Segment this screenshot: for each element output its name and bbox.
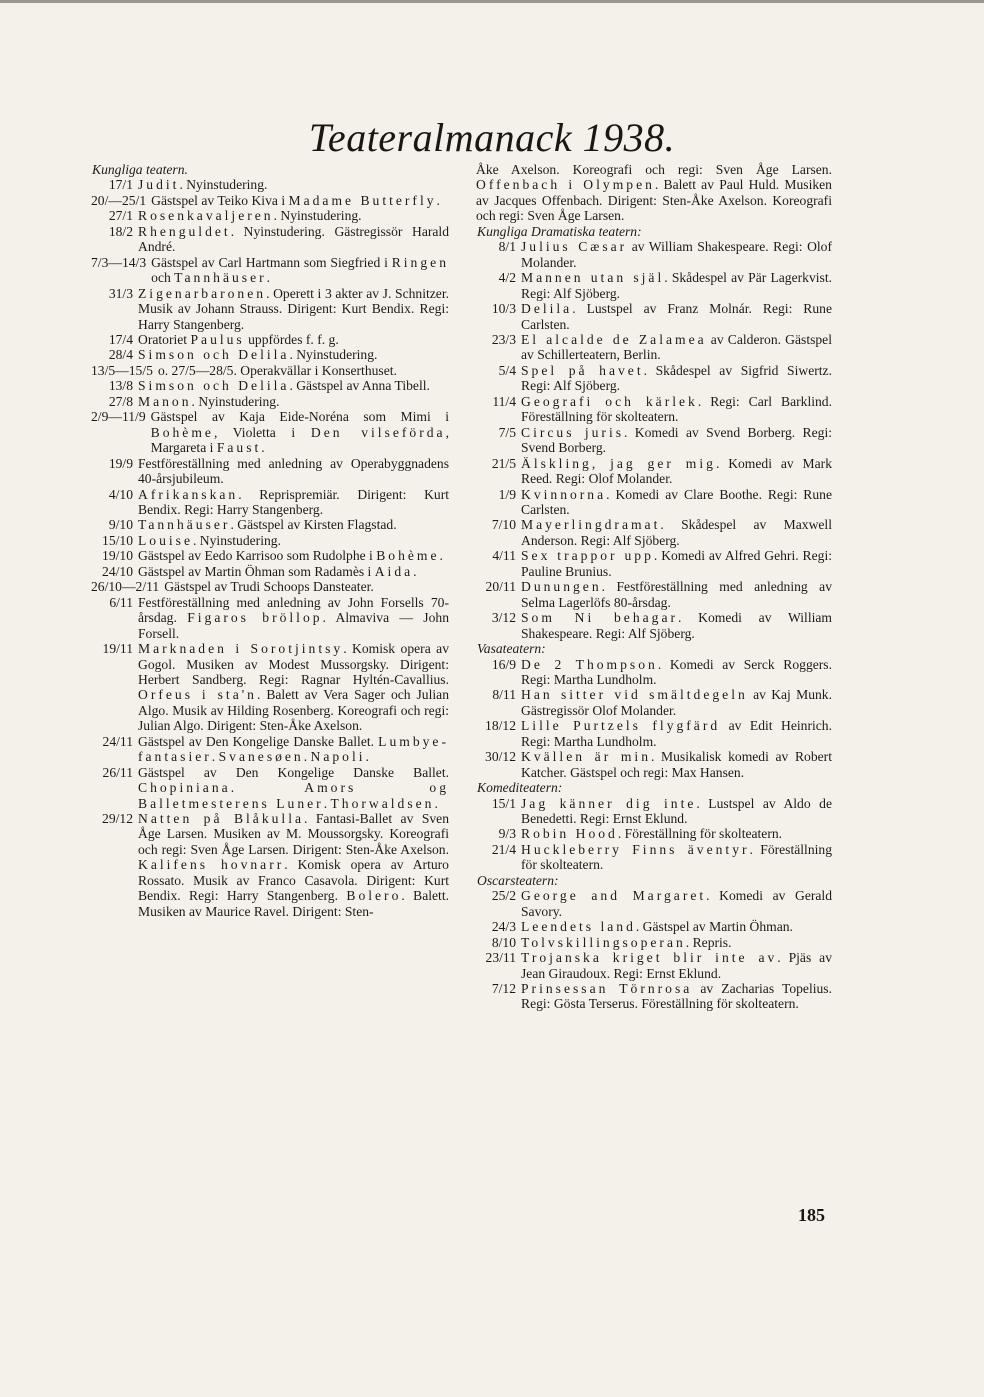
entry-text xyxy=(521,425,832,456)
entry-text xyxy=(521,981,832,1012)
entry-text xyxy=(138,378,449,393)
entry-date: 2/9—11/9 xyxy=(91,409,146,425)
production-title: Rosenkavaljeren xyxy=(138,208,274,224)
entry-detail: . Operett i 3 akter av J. Schnitzer. Musik av Johann Strauss. Dirigent: Kurt Bendix. Regi: Harry Stangenberg. xyxy=(138,285,449,332)
entry-date: 21/4 xyxy=(491,841,516,857)
production-title: Manon xyxy=(138,393,192,409)
calendar-entry xyxy=(476,888,832,919)
entry-date: 3/12 xyxy=(491,610,516,626)
entry-date: 10/3 xyxy=(491,301,516,317)
entry-detail: . Föreställning för skolteatern. xyxy=(617,826,783,842)
entry-detail: . Balett av Paul Huld. Musiken av Jacques Offenbach. Dirigent: Sten-Åke Axelson. Koreografi och regi: Sven Åge Larsen. xyxy=(476,177,832,224)
entry-detail: . xyxy=(230,780,305,796)
top-rule xyxy=(0,0,984,3)
entry-detail: . Almaviva — John Forsell. xyxy=(138,610,449,641)
entry-date: 4/11 xyxy=(492,548,516,564)
entry-detail: . Repris. xyxy=(685,934,732,950)
entry-date: 23/11 xyxy=(485,950,516,966)
entry-detail: Gästspel av Carl Hartmann som Siegfried i xyxy=(151,254,392,270)
entry-text xyxy=(521,919,832,934)
entry-detail: . Fantasi-Ballet av Sven Åge Larsen. Musiken av M. Moussorgsky. Koreografi och regi: Sven Åge Larsen. Dirigent: Sten-Åke Axelson. xyxy=(138,811,450,857)
entry-date: 7/3—14/3 xyxy=(91,254,147,270)
production-title: Mayerlingdramat xyxy=(521,517,661,533)
entry-detail: . Skådespel av Maxwell Anderson. Regi: Alf Sjöberg. xyxy=(521,517,832,548)
entry-date: 18/2 xyxy=(108,223,133,239)
entry-text xyxy=(138,734,449,765)
entry-date: 24/3 xyxy=(491,919,516,935)
entry-date: 19/10 xyxy=(102,548,133,564)
production-title: Trojanska kriget blir inte av xyxy=(521,950,778,966)
entry-detail: . Balett av Vera Sager och Julian Algo. Musik av Hilding Rosenberg. Koreografi och regi: Julian Algo. Dirigent: Sten-Åke Axelson. xyxy=(138,687,449,734)
entry-date: 6/11 xyxy=(109,594,133,610)
entry-date: 29/12 xyxy=(102,811,133,827)
calendar-entry xyxy=(476,301,832,332)
entry-date: 7/12 xyxy=(491,981,516,997)
entry-text xyxy=(138,286,449,332)
entry-detail: . xyxy=(211,749,219,765)
entry-date: 17/1 xyxy=(108,177,133,193)
entry-detail: . Komedi av Gerald Savory. xyxy=(521,888,832,919)
entry-text xyxy=(138,548,449,563)
calendar-entry xyxy=(91,517,449,532)
calendar-entry xyxy=(476,363,832,394)
production-title: Amors og Balletmesterens Luner xyxy=(138,780,450,811)
entry-text xyxy=(138,533,449,548)
entry-date: 20/11 xyxy=(485,579,516,595)
calendar-entry xyxy=(476,579,832,610)
calendar-entry xyxy=(476,487,832,518)
production-title: Geografi och kärlek xyxy=(521,393,698,409)
entry-text xyxy=(521,826,832,841)
production-title: Bohème xyxy=(150,424,214,440)
production-title: Bohème xyxy=(376,548,440,564)
calendar-entry xyxy=(91,177,449,192)
entry-detail: . Skådespel av Sigfrid Siwertz. Regi: Alf Sjöberg. xyxy=(521,362,832,394)
entry-text xyxy=(138,641,449,734)
calendar-entry xyxy=(91,765,449,811)
production-title: Älskling, jag ger mig xyxy=(521,455,716,471)
entry-detail: , Violetta i xyxy=(213,424,311,440)
entry-detail: Festföreställning med anledning av John Forsells 70-årsdag. xyxy=(138,594,449,626)
production-title: Thorwaldsen xyxy=(330,795,435,811)
calendar-entry xyxy=(476,657,832,688)
entry-text xyxy=(521,718,832,749)
calendar-entry xyxy=(91,394,449,409)
entry-detail: . xyxy=(439,548,443,564)
entry-text xyxy=(138,332,449,347)
production-title: Rhenguldet xyxy=(138,223,231,239)
entry-date: 19/11 xyxy=(102,641,133,657)
entry-date: 21/5 xyxy=(491,455,516,471)
production-title: George and Margaret xyxy=(521,888,707,904)
calendar-entry xyxy=(476,456,832,487)
entry-detail: Oratoriet xyxy=(138,331,191,347)
production-title: Prinsessan Törnrosa xyxy=(521,981,693,997)
production-title: Julius Cæsar xyxy=(521,239,628,255)
production-title: Ringen xyxy=(391,254,449,270)
entry-detail: . Gästspel av Martin Öhman. xyxy=(635,919,793,935)
entry-text xyxy=(138,765,449,811)
calendar-entry xyxy=(476,687,832,718)
entry-date: 26/10—2/11 xyxy=(91,579,160,595)
production-title: Kvällen är min xyxy=(521,749,652,765)
entry-detail: . Komedi av Svend Borberg. Regi: Svend Borberg. xyxy=(521,424,832,456)
entry-text xyxy=(521,456,832,487)
section-title: Kungliga Dramatiska teatern: xyxy=(477,223,642,239)
production-title: Circus juris xyxy=(521,424,625,440)
calendar-entry xyxy=(476,239,832,270)
production-title: Han sitter vid smältdegeln xyxy=(521,687,748,703)
entry-detail: . xyxy=(365,749,369,765)
calendar-entry xyxy=(476,162,832,224)
entry-detail: Gästspel av Eedo Karrisoo som Rudolphe i xyxy=(138,548,377,564)
entry-detail: . Nyinstudering. xyxy=(191,393,280,409)
production-title: Louise xyxy=(138,532,193,548)
entry-text xyxy=(521,517,832,548)
calendar-entry xyxy=(476,332,832,363)
entry-detail: av Calderon. Gästspel av Schillerteatern, Berlin. xyxy=(521,331,832,363)
entry-detail: . Nyinstudering. xyxy=(179,177,268,193)
production-title: Kalifens hovnarr xyxy=(138,857,285,873)
entry-detail: . Gästspel av Kirsten Flagstad. xyxy=(230,517,397,533)
entry-text xyxy=(164,579,449,594)
entry-text xyxy=(151,409,449,455)
entry-text xyxy=(521,548,832,579)
left-column xyxy=(91,162,449,919)
production-title: Tannhäuser xyxy=(138,517,231,533)
calendar-entry xyxy=(91,533,449,548)
entry-text xyxy=(521,610,832,641)
production-title: Dunungen xyxy=(521,579,602,595)
entry-detail: . Balett. Musiken av Maurice Ravel. Dirigent: Sten- xyxy=(138,888,449,919)
entry-detail: Gästspel av Kaja Eide-Noréna som Mimi i xyxy=(150,409,449,425)
entry-text xyxy=(138,564,449,579)
entry-detail: . Festföreställning med anledning av Selma Lagerlöfs 80-årsdag. xyxy=(521,579,832,610)
entry-detail: . Lustspel av Aldo de Benedetti. Regi: Ernst Eklund. xyxy=(521,795,832,827)
entry-text xyxy=(138,224,449,255)
calendar-entry xyxy=(91,363,449,378)
production-title: Svanesøen xyxy=(218,749,304,765)
calendar-entry xyxy=(91,579,449,594)
entry-date: 15/1 xyxy=(491,795,516,811)
entry-date: 17/4 xyxy=(108,331,133,347)
entry-detail: . xyxy=(323,795,331,811)
entry-text xyxy=(138,811,449,919)
entry-date: 16/9 xyxy=(491,656,516,672)
entry-detail: Festföreställning med anledning av Operabyggnadens 40-årsjubileum. xyxy=(138,455,449,487)
entry-text xyxy=(158,363,449,378)
entry-date: 19/9 xyxy=(108,455,133,471)
entry-detail: . Nyinstudering. xyxy=(273,208,362,224)
entry-text xyxy=(521,332,832,363)
entry-text xyxy=(138,595,449,641)
entry-date: 1/9 xyxy=(498,486,516,502)
entry-detail: . Pjäs av Jean Giraudoux. Regi: Ernst Eklund. xyxy=(521,950,832,981)
entry-detail: . Komisk opera av Arturo Rossato. Musik av Franco Casavola. Dirigent: Kurt Bendix. Regi: Harry Stangenberg. xyxy=(138,857,449,904)
entry-detail: . Nyinstudering. xyxy=(289,347,378,363)
calendar-entry xyxy=(476,919,832,934)
entry-detail: uppfördes f. f. g. xyxy=(244,331,339,347)
entry-date: 30/12 xyxy=(485,749,516,765)
entry-date: 18/12 xyxy=(485,718,516,734)
production-title: Lumbye-fantasier xyxy=(138,733,449,765)
calendar-entry xyxy=(476,548,832,579)
entry-text xyxy=(521,749,832,780)
entry-text xyxy=(138,394,449,409)
page-number: 185 xyxy=(798,1205,825,1225)
production-title: Leendets land xyxy=(521,919,636,935)
entry-date: 7/5 xyxy=(498,424,516,440)
calendar-entry xyxy=(91,487,449,518)
entry-text xyxy=(521,394,832,425)
calendar-entry xyxy=(476,826,832,841)
production-title: Tannhäuser xyxy=(174,270,267,286)
entry-detail: Åke Axelson. Koreografi och regi: Sven Åge Larsen. xyxy=(476,162,832,177)
entry-detail: o. 27/5—28/5. Operakvällar i Konserthuset. xyxy=(157,362,397,378)
entry-text xyxy=(521,239,832,270)
calendar-entry xyxy=(476,749,832,780)
entry-text xyxy=(138,456,449,487)
entry-text xyxy=(521,935,832,950)
entry-date: 20/—25/1 xyxy=(91,192,147,208)
entry-detail: av Kaj Munk. Gästregissör Olof Molander. xyxy=(521,687,832,718)
calendar-entry xyxy=(91,811,449,919)
calendar-entry xyxy=(91,548,449,563)
entry-detail: Gästspel av Den Kongelige Danske Ballet. xyxy=(138,733,379,749)
entry-detail: av William Shakespeare. Regi: Olof Molander. xyxy=(521,239,832,270)
production-title: Simson och Delila xyxy=(138,347,290,363)
entry-detail: av Zacharias Topelius. Regi: Gösta Terserus. Föreställning för skolteatern. xyxy=(521,981,832,1012)
entry-date: 9/3 xyxy=(498,826,516,842)
production-title: Kvinnorna xyxy=(521,486,607,502)
entry-text xyxy=(521,301,832,332)
entry-text xyxy=(138,208,449,223)
entry-detail: . Komedi av William Shakespeare. Regi: Alf Sjöberg. xyxy=(521,610,832,641)
entry-date: 26/11 xyxy=(102,764,133,780)
section-title: Oscarsteatern: xyxy=(477,872,559,888)
entry-text xyxy=(138,177,449,192)
entry-detail: . Musikalisk komedi av Robert Katcher. Gästspel och regi: Max Hansen. xyxy=(521,749,832,780)
entry-text xyxy=(138,487,449,518)
production-title: Robin Hood xyxy=(521,826,618,842)
entry-text xyxy=(151,255,449,286)
production-title: El alcalde de Zalamea xyxy=(521,331,707,347)
entry-detail: och xyxy=(151,270,175,286)
calendar-entry xyxy=(476,425,832,456)
entry-text xyxy=(138,517,449,532)
entry-detail: Gästspel av Martin Öhman som Radamès i xyxy=(138,563,375,579)
entry-detail: . Komedi av Mark Reed. Regi: Olof Molander. xyxy=(521,455,832,487)
entry-detail: , Margareta i xyxy=(150,424,449,456)
calendar-entry xyxy=(91,224,449,255)
entry-date: 11/4 xyxy=(492,393,516,409)
entry-detail: . Komedi av Serck Roggers. Regi: Martha Lundholm. xyxy=(521,656,832,687)
entry-date: 27/8 xyxy=(108,393,133,409)
entry-date: 7/10 xyxy=(491,517,516,533)
production-title: Jag känner dig inte xyxy=(521,795,697,811)
entry-date: 15/10 xyxy=(102,532,133,548)
production-title: Orfeus i sta'n xyxy=(138,687,257,703)
entry-detail: . Gästspel av Anna Tibell. xyxy=(289,378,430,394)
entry-text xyxy=(476,162,832,224)
production-title: Marknaden i Sorotjintsy xyxy=(138,641,344,657)
production-title: Paulus xyxy=(190,331,245,347)
entry-detail: . Komisk opera av Gogol. Musiken av Modest Mussorgsky. Dirigent: Herbert Sandberg. Regi: Ragnar Hyltén-Cavallius. xyxy=(138,641,449,687)
entry-text xyxy=(151,193,449,208)
entry-detail: . Föreställning för skolteatern. xyxy=(521,841,832,873)
production-title: Huckleberry Finns äventyr xyxy=(521,841,750,857)
production-title: Spel på havet xyxy=(521,362,644,378)
calendar-entry xyxy=(476,517,832,548)
calendar-entry xyxy=(476,935,832,950)
production-title: Afrikanskan xyxy=(138,486,239,502)
production-title: Aida xyxy=(374,563,414,579)
production-title: Napoli xyxy=(310,749,366,765)
production-title: Madame Butterfly xyxy=(288,192,437,208)
entry-text xyxy=(521,950,832,981)
production-title: Figaros bröllop xyxy=(187,610,323,626)
calendar-entry xyxy=(91,595,449,641)
entry-date: 4/10 xyxy=(108,486,133,502)
production-title: Simson och Delila xyxy=(138,378,290,394)
production-title: Delila xyxy=(521,301,573,317)
production-title: Lille Purtzels flygfärd xyxy=(521,718,721,734)
calendar-entry xyxy=(476,950,832,981)
entry-date: 5/4 xyxy=(498,362,516,378)
calendar-entry xyxy=(91,564,449,579)
calendar-entry xyxy=(91,286,449,332)
entry-text xyxy=(521,842,832,873)
calendar-entry xyxy=(476,796,832,827)
calendar-entry xyxy=(91,255,449,286)
entry-date: 13/8 xyxy=(108,378,133,394)
calendar-entry xyxy=(476,718,832,749)
entry-detail: . xyxy=(413,563,417,579)
entry-detail: . xyxy=(434,795,438,811)
section-title: Komediteatern: xyxy=(477,780,563,796)
calendar-entry xyxy=(476,981,832,1012)
entry-date: 8/10 xyxy=(491,934,516,950)
entry-text xyxy=(521,579,832,610)
production-title: De 2 Thompson xyxy=(521,656,658,672)
production-title: Bolero xyxy=(346,888,402,904)
entry-date: 8/11 xyxy=(492,687,516,703)
entry-text xyxy=(521,487,832,518)
calendar-entry xyxy=(476,610,832,641)
entry-text xyxy=(521,657,832,688)
entry-detail: . xyxy=(266,270,271,286)
calendar-entry xyxy=(91,456,449,487)
entry-date: 24/10 xyxy=(102,563,133,579)
entry-date: 8/1 xyxy=(498,239,516,255)
entry-detail: . Lustspel av Franz Molnár. Regi: Rune Carlsten. xyxy=(521,301,832,332)
production-title: Offenbach i Olympen xyxy=(476,177,655,193)
calendar-entry xyxy=(476,842,832,873)
calendar-entry xyxy=(91,332,449,347)
entry-date: 4/2 xyxy=(498,270,516,286)
entry-text xyxy=(521,270,832,301)
right-column xyxy=(476,162,832,1012)
calendar-entry xyxy=(91,734,449,765)
production-title: Judit xyxy=(138,177,180,193)
calendar-entry xyxy=(476,270,832,301)
production-title: Sex trappor upp xyxy=(521,548,654,564)
entry-text xyxy=(521,687,832,718)
calendar-entry xyxy=(91,378,449,393)
calendar-entry xyxy=(91,641,449,734)
entry-date: 13/5—15/5 xyxy=(91,362,153,378)
entry-detail: . xyxy=(303,749,311,765)
entry-date: 25/2 xyxy=(491,888,516,904)
entry-detail: Gästspel av Trudi Schoops Dansteater. xyxy=(164,579,374,595)
entry-text xyxy=(521,888,832,919)
entry-detail: Gästspel av Den Kongelige Danske Ballet. xyxy=(138,764,449,780)
entry-detail: Gästspel av Teiko Kiva i xyxy=(151,192,289,208)
entry-detail: av Edit Heinrich. Regi: Martha Lundholm. xyxy=(521,718,832,749)
entry-detail: . xyxy=(436,192,440,208)
entry-text xyxy=(521,796,832,827)
calendar-entry xyxy=(91,347,449,362)
entry-date: 9/10 xyxy=(108,517,133,533)
entry-date: 28/4 xyxy=(108,347,133,363)
entry-date: 27/1 xyxy=(108,208,133,224)
entry-detail: . Nyinstudering. Gästregissör Harald André. xyxy=(138,223,449,255)
production-title: Natten på Blåkulla xyxy=(138,811,305,827)
entry-detail: . xyxy=(261,440,265,456)
production-title: Faust xyxy=(216,440,262,456)
entry-detail: . Skådespel av Pär Lagerkvist. Regi: Alf Sjöberg. xyxy=(521,270,832,301)
entry-detail: . Regi: Carl Barklind. Föreställning för skolteatern. xyxy=(521,393,833,425)
production-title: Den vilseförda xyxy=(310,424,446,440)
calendar-entry xyxy=(476,394,832,425)
page-title: Teateralmanack 1938. xyxy=(308,115,676,160)
entry-detail: . Komedi av Clare Boothe. Regi: Rune Carlsten. xyxy=(521,486,832,517)
entry-date: 24/11 xyxy=(102,733,133,749)
entry-detail: . Komedi av Alfred Gehri. Regi: Pauline Brunius. xyxy=(521,548,832,579)
section-title: Kungliga teatern. xyxy=(92,162,188,177)
entry-detail: . Nyinstudering. xyxy=(193,532,281,548)
section-title: Vasateatern: xyxy=(477,641,546,657)
entry-text xyxy=(138,347,449,362)
entry-detail: . Reprispremiär. Dirigent: Kurt Bendix. Regi: Harry Stangenberg. xyxy=(138,486,449,517)
calendar-entry xyxy=(91,208,449,223)
production-title: Zigenarbaronen xyxy=(138,285,267,301)
production-title: Mannen utan själ xyxy=(521,270,665,286)
entry-date: 31/3 xyxy=(108,285,133,301)
calendar-entry xyxy=(91,193,449,208)
production-title: Som Ni behagar xyxy=(521,610,679,626)
calendar-entry xyxy=(91,409,449,455)
entry-text xyxy=(521,363,832,394)
entry-date: 23/3 xyxy=(491,331,516,347)
production-title: Tolvskillingsoperan xyxy=(521,934,686,950)
production-title: Chopiniana xyxy=(138,780,231,796)
